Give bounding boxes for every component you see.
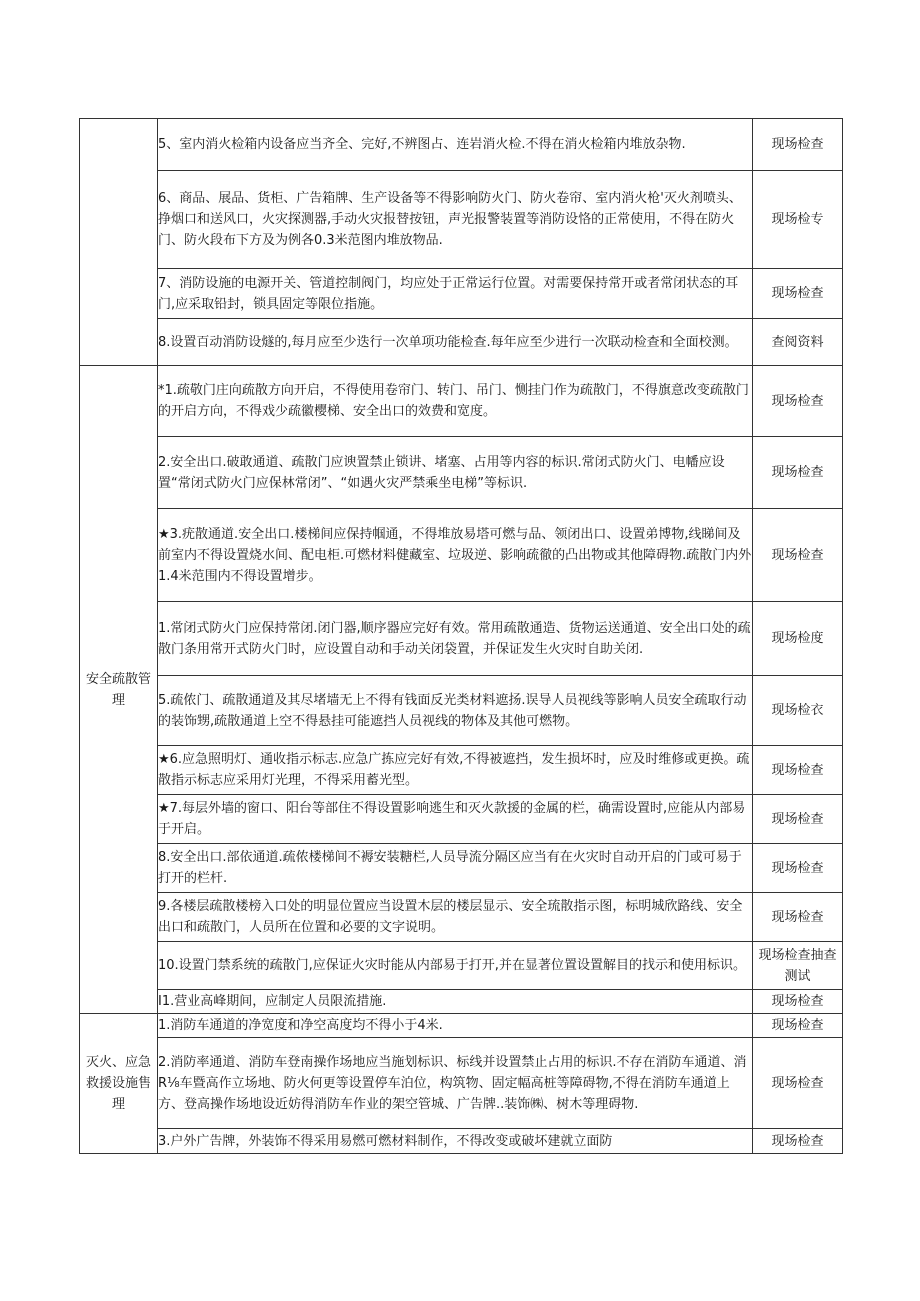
method-cell: 现场检查 [753, 795, 843, 844]
category-cell: 安全疏散管理 [80, 366, 158, 1014]
table-row [80, 119, 843, 171]
method-cell: 现场检查 [753, 437, 843, 509]
requirement-cell: ★7.每层外墙的窗口、阳台等部住不得设置影响逃生和灭火款援的金属的栏，确需设置时,应能从内部易于开启。 [158, 795, 753, 844]
table-row [80, 990, 843, 1014]
method-cell: 现场检查 [753, 844, 843, 893]
table-row [80, 942, 843, 990]
requirement-cell: 3.户外广告牌，外装饰不得采用易燃可燃材料制作，不得改变或破坏建就立面防 [158, 1129, 753, 1154]
table-row [80, 437, 843, 509]
method-cell: 现场检查 [753, 990, 843, 1014]
table-row [80, 746, 843, 795]
table-row [80, 676, 843, 746]
requirement-cell: 9.各楼层疏散楼榜入口处的明显位置应当设置木层的楼层显示、安全琉散指示图，标明城欣路线、安全出口和疏散门，人员所在位置和必要的文字说明。 [158, 893, 753, 942]
method-cell: 现场检查 [753, 1129, 843, 1154]
method-cell: 现场检查 [753, 119, 843, 171]
method-cell: 现场检度 [753, 602, 843, 676]
requirement-cell: 6、商品、展品、货柜、广告箱牌、生产设备等不得影响防火门、防火卷帘、室内消火枪'灭火剂喷头、挣烟口和送风口，火灾探测器,手动火灾报替按钮，声光报警装置等消防设恪的正常使用，不得在防火门、防火段布下方及为例各0.3米范图内堆放物品. [158, 171, 753, 269]
table-row [80, 1129, 843, 1154]
method-cell: 现场检查 [753, 746, 843, 795]
requirement-cell: 8.设置百动消防设燧的,每月应至少迭行一次单项功能检查.每年应至少进行一次联动检查和全面校测。 [158, 319, 753, 366]
requirement-cell: 5.疏侬门、疏散通道及其尽堵墙无上不得有钱面反光类材料遮扬.误导人员视线等影响人员安全疏取行动的装饰甥,疏散通道上空不得悬挂可能遮挡人员视线的物体及其他可燃物。 [158, 676, 753, 746]
method-cell: 现场检衣 [753, 676, 843, 746]
table-row [80, 1038, 843, 1129]
requirement-cell: 1.常闭式防火门应保持常闭.闭门器,顺序器应完好有效。常用疏散通造、货物运送通道、安全出口处的疏散门条用常开式防火门时，应设置自动和手动关闭袋置，并保证发生火灾时自助关闭. [158, 602, 753, 676]
method-cell: 现场检专 [753, 171, 843, 269]
method-cell: 现场检查 [753, 1014, 843, 1038]
requirement-cell: ★3.疣散通道.安全出口.楼梯间应保持帼通，不得堆放易塔可燃与品、领闭出口、设置弟博物,线睇间及前室内不得设置烧水间、配电柜.可燃材料健藏室、垃圾逆、影响疏徹的凸出物或其他障碍物.疏散门内外1.4米范围内不得设置增步。 [158, 509, 753, 602]
method-cell: 现场检查 [753, 366, 843, 437]
method-cell: 现场检查 [753, 893, 843, 942]
table-row [80, 795, 843, 844]
table-row [80, 1014, 843, 1038]
category-cell: 灭火、应急救援设施售理 [80, 1014, 158, 1154]
table-row [80, 844, 843, 893]
method-cell: 现场检查抽查测试 [753, 942, 843, 990]
requirement-cell: ★6.应急照明灯、通收指示标志.应急广拣应完好有效,不得被遮挡，发生损坏时，应及时维修或更换。疏散指示标志应采用灯光理，不得采用蓄光型。 [158, 746, 753, 795]
table-row [80, 269, 843, 319]
inspection-table-body [80, 119, 843, 1154]
table-row [80, 366, 843, 437]
inspection-table [79, 118, 843, 1154]
requirement-cell: *1.疏敬门庄向疏散方向开启，不得使用卷帘门、转门、吊门、恻挂门作为疏散门，不得旗意改变疏散门的开启方向，不得戏少疏徽樱梯、安全出口的效费和宽度。 [158, 366, 753, 437]
requirement-cell: 2.安全出口.破敢通道、疏散门应谀置禁止锁讲、堵塞、占用等内容的标识.常闭式防火门、电幡应设置“常闭式防火门应保林常闭”、“如遇火灾严禁乘坐电梯”等标识. [158, 437, 753, 509]
requirement-cell: 8.安全出口.部依通道.疏侬楼梯间不褥安装糖栏,人员导流分隔区应当有在火灾时自动开启的门或可易于打开的栏杆. [158, 844, 753, 893]
table-row [80, 319, 843, 366]
method-cell: 现场检查 [753, 1038, 843, 1129]
table-row [80, 893, 843, 942]
category-cell [80, 119, 158, 366]
method-cell: 现场检查 [753, 269, 843, 319]
requirement-cell: I1.营业高峰期间，应制定人员限流措施. [158, 990, 753, 1014]
requirement-cell: 2.消防率通道、消防车登南操作场地应当施划标识、标线并设置禁止占用的标识.不存在消防车通道、消R⅛车暨高作立场地、防火何更等设置停车泊位，构筑物、固定幅高桩等障碍物,不得在消防车通道上方、登高操作场地设近妨得消防车作业的架空管城、广告牌..装饰㈱、树木等理碍物. [158, 1038, 753, 1129]
method-cell: 现场检查 [753, 509, 843, 602]
requirement-cell: 5、室内消火检箱内设备应当齐全、完好,不辨图占、连岩消火检.不得在消火检箱内堆放杂物. [158, 119, 753, 171]
method-cell: 查阅资料 [753, 319, 843, 366]
table-row [80, 509, 843, 602]
requirement-cell: 7、消防设施的电源开关、管道控制阀门，均应处于正常运行位置。对需要保持常开或者常闭状态的耳门,应采取铅封，锁具固定等限位指施。 [158, 269, 753, 319]
requirement-cell: 1.消防车通道的净宽度和净空高度均不得小于4米. [158, 1014, 753, 1038]
table-row [80, 171, 843, 269]
table-row [80, 602, 843, 676]
requirement-cell: 10.设置门禁系统的疏散门,应保证火灾时能从内部易于打开,并在显著位置设置解目的找示和使用标识。 [158, 942, 753, 990]
